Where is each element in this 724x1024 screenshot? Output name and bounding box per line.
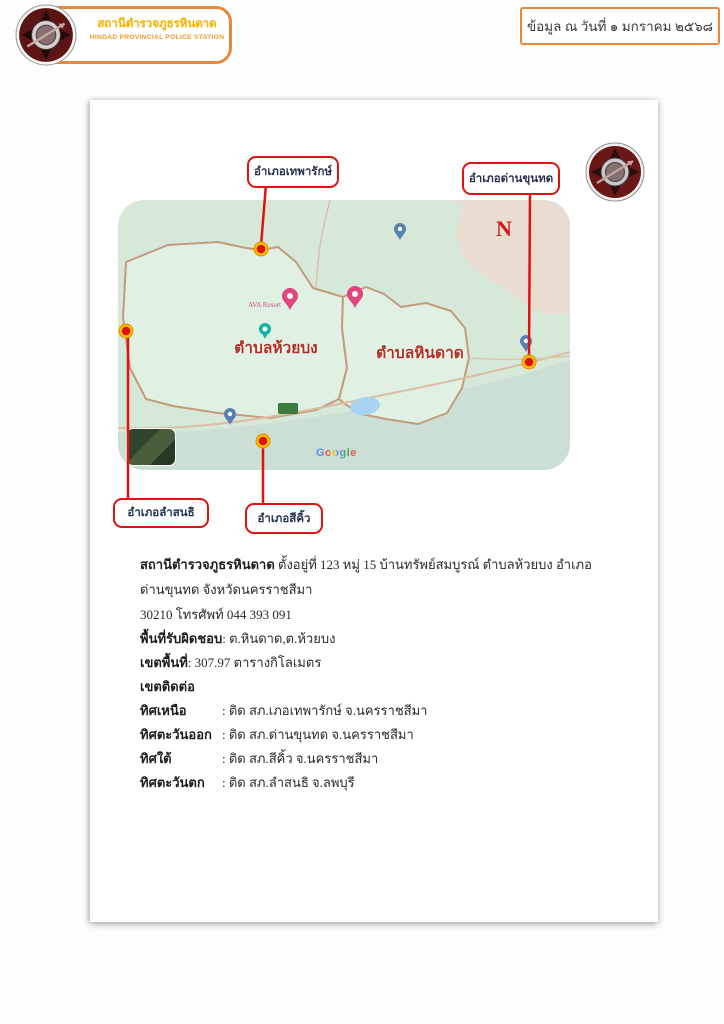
station-header-badge <box>28 6 232 64</box>
data-as-of-date-text: ข้อมูล ณ วันที่ ๑ มกราคม ๒๕๖๘ <box>526 19 714 34</box>
pin-blue-2 <box>520 335 532 352</box>
document-page <box>90 100 658 922</box>
border-value: : ติด สภ.เภอเทพารักษ์ จ.นครราชสีมา <box>222 703 428 718</box>
north-indicator: N <box>496 216 512 241</box>
responsibility-label: พื้นที่รับผิดชอบ <box>140 631 223 646</box>
police-emblem-icon <box>585 142 645 202</box>
satellite-inset-thumbnail[interactable] <box>126 428 176 466</box>
callout-amphoe-lam-sonthi <box>113 498 209 528</box>
station-details <box>140 552 630 795</box>
border-direction: ทิศเหนือ <box>140 703 187 718</box>
station-address <box>140 552 630 627</box>
responsibility-row <box>140 627 630 651</box>
callout-amphoe-dan-khun-thot <box>462 162 560 195</box>
border-value: : ติด สภ.สีคิ้ว จ.นครราชสีมา <box>222 751 379 766</box>
station-address-line1: ตั้งอยู่ที่ 123 หมู่ 15 บ้านทรัพย์สมบูรณ์ ตำบลห้วยบง อำเภอด่านขุนทด จังหวัดนครราชสีมา <box>140 557 592 597</box>
boundary-huai-bong <box>123 242 347 418</box>
responsibility-value: : ต.หินดาด,ต.ห้วยบง <box>222 631 336 646</box>
road-north <box>316 200 330 288</box>
border-row-west <box>140 771 630 795</box>
borders-heading: เขตติดต่อ <box>140 679 195 694</box>
google-watermark: Google <box>316 447 357 459</box>
border-direction: ทิศใต้ <box>140 751 172 766</box>
border-value: : ติด สภ.ลำสนธิ จ.ลพบุรี <box>222 775 355 790</box>
border-row-south <box>140 747 630 771</box>
border-direction: ทิศตะวันออก <box>140 727 212 742</box>
pin-blue-1 <box>394 223 406 240</box>
map-label-ava-resort: AVA Resort <box>247 301 281 309</box>
station-address-line2: 30210 โทรศัพท์ 044 393 091 <box>140 607 292 622</box>
station-title-th: สถานีตำรวจภูธรหินดาด <box>97 18 217 30</box>
police-emblem-icon <box>585 142 645 202</box>
map-label-hin-dat: ตำบลหินดาด <box>376 345 464 362</box>
police-emblem-icon <box>15 4 77 66</box>
callout-amphoe-thepharak <box>247 156 339 188</box>
police-emblem-icon <box>15 4 77 66</box>
callout-amphoe-thepharak-label: อำเภอเทพารักษ์ <box>253 166 333 178</box>
data-as-of-date-box <box>520 7 720 45</box>
border-value: : ติด สภ.ด่านขุนทด จ.นครราชสีมา <box>222 727 414 742</box>
area-row <box>140 651 630 675</box>
station-header-text <box>87 16 227 44</box>
area-label: เขตพื้นที่ <box>140 655 188 670</box>
callout-amphoe-lam-sonthi-label: อำเภอลำสนธิ <box>127 507 195 519</box>
station-name: สถานีตำรวจภูธรหินดาด <box>140 557 275 572</box>
callout-amphoe-sikhio <box>245 503 323 534</box>
border-direction: ทิศตะวันตก <box>140 775 205 790</box>
border-row-north <box>140 699 630 723</box>
area-value: : 307.97 ตารางกิโลเมตร <box>187 655 322 670</box>
route-sign <box>278 403 298 414</box>
district-map <box>118 200 570 470</box>
map-label-huai-bong: ตำบลห้วยบง <box>234 340 318 357</box>
callout-amphoe-sikhio-label: อำเภอสีคิ้ว <box>257 512 311 525</box>
station-title-en: HINDAD PROVINCIAL POLICE STATION <box>89 34 225 41</box>
callout-amphoe-dan-khun-thot-label: อำเภอด่านขุนทด <box>468 172 554 185</box>
border-row-east <box>140 723 630 747</box>
